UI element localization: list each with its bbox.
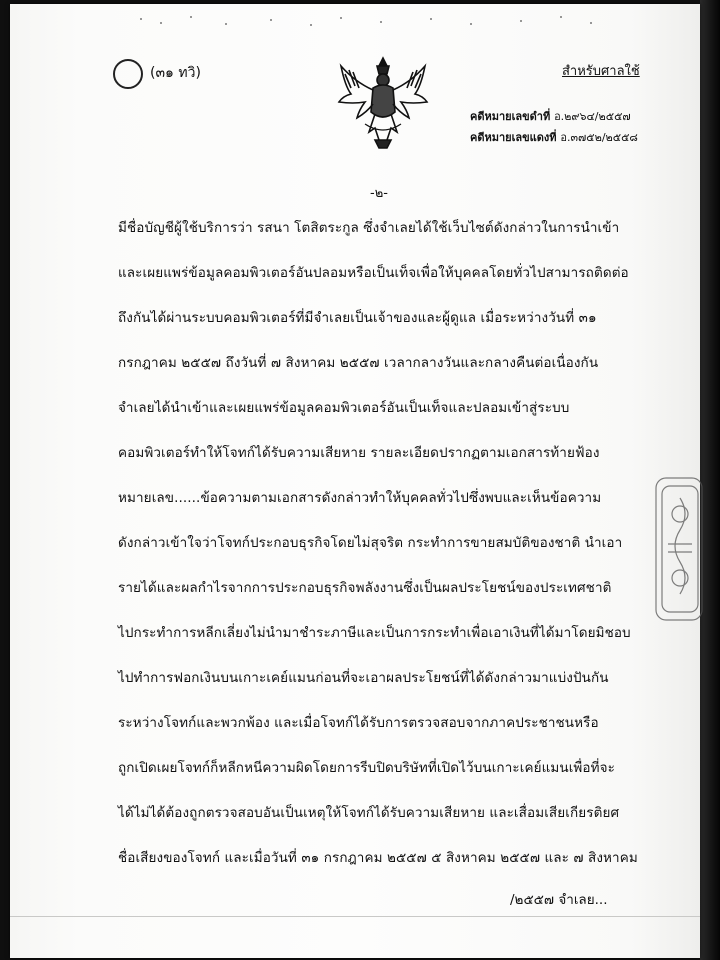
court-use-label: สำหรับศาลใช้ bbox=[562, 64, 640, 79]
punch-dot bbox=[225, 23, 227, 25]
red-case-value: อ.๓๗๕๒/๒๕๕๘ bbox=[560, 131, 638, 144]
body-line: ไปกระทำการหลีกเลี่ยงไม่นำมาชำระภาษีและเป็นการกระทำเพื่อเอาเงินที่ได้มาโดยมิชอบ bbox=[118, 625, 631, 641]
body-line: ระหว่างโจทก์และพวกพ้อง และเมื่อโจทก์ได้รับการตรวจสอบจากภาคประชาชนหรือ bbox=[118, 715, 599, 731]
circle-mark bbox=[113, 59, 143, 89]
body-line: หมายเลข......ข้อความตามเอกสารดังกล่าวทำให้บุคคลทั่วไปซึ่งพบและเห็นข้อความ bbox=[118, 490, 602, 506]
body-line: กรกฎาคม ๒๕๕๗ ถึงวันที่ ๗ สิงหาคม ๒๕๕๗ เวลากลางวันและกลางคืนต่อเนื่องกัน bbox=[118, 355, 599, 371]
punch-dot bbox=[380, 21, 382, 23]
form-code: (๓๑ ทวิ) bbox=[150, 65, 201, 81]
body-line: ดังกล่าวเข้าใจว่าโจทก์ประกอบธุรกิจโดยไม่สุจริต กระทำการขายสมบัติของชาติ นำเอา bbox=[118, 535, 623, 551]
body-line: จำเลยได้นำเข้าและเผยแพร่ข้อมูลคอมพิวเตอร์อันเป็นเท็จและปลอมเข้าสู่ระบบ bbox=[118, 400, 570, 416]
body-line: ชื่อเสียงของโจทก์ และเมื่อวันที่ ๓๑ กรกฎาคม ๒๕๕๗ ๕ สิงหาคม ๒๕๕๗ และ ๗ สิงหาคม bbox=[118, 850, 638, 866]
red-case-label: คดีหมายเลขแดงที่ bbox=[470, 131, 557, 144]
punch-dot bbox=[520, 20, 522, 22]
red-case-number bbox=[470, 128, 638, 146]
punch-dot bbox=[190, 16, 192, 18]
body-line: และเผยแพร่ข้อมูลคอมพิวเตอร์อันปลอมหรือเป็นเท็จเพื่อให้บุคคลโดยทั่วไปสามารถติดต่อ bbox=[118, 265, 629, 281]
punch-dots bbox=[130, 14, 610, 28]
footer-rule bbox=[10, 916, 700, 917]
body-line: คอมพิวเตอร์ทำให้โจทก์ได้รับความเสียหาย รายละเอียดปรากฏตามเอกสารท้ายฟ้อง bbox=[118, 445, 600, 461]
body-line: ถึงกันได้ผ่านระบบคอมพิวเตอร์ที่มีจำเลยเป็นเจ้าของและผู้ดูแล เมื่อระหว่างวันที่ ๓๑ bbox=[118, 310, 597, 326]
garuda-emblem-icon bbox=[335, 52, 431, 152]
official-seal-icon bbox=[650, 474, 704, 624]
body-line: มีชื่อบัญชีผู้ใช้บริการว่า รสนา โตสิตระกูล ซึ่งจำเลยได้ใช้เว็บไซต์ดังกล่าวในการนำเข้า bbox=[118, 220, 620, 236]
punch-dot bbox=[470, 23, 472, 25]
punch-dot bbox=[340, 17, 342, 19]
body-line: ถูกเปิดเผยโจทก์ก็หลีกหนีความผิดโดยการรีบปิดบริษัทที่เปิดไว้บนเกาะเคย์แมนเพื่อที่จะ bbox=[118, 760, 615, 776]
punch-dot bbox=[160, 22, 162, 24]
punch-dot bbox=[590, 22, 592, 24]
document-page bbox=[10, 4, 700, 958]
black-case-value: อ.๒๙๖๔/๒๕๕๗ bbox=[554, 110, 631, 123]
black-case-label: คดีหมายเลขดำที่ bbox=[470, 110, 551, 123]
black-case-number bbox=[470, 107, 631, 125]
body-line: ไปทำการฟอกเงินบนเกาะเคย์แมนก่อนที่จะเอาผลประโยชน์ที่ได้ดังกล่าวมาแบ่งปันกัน bbox=[118, 670, 609, 686]
punch-dot bbox=[430, 18, 432, 20]
punch-dot bbox=[270, 19, 272, 21]
continuation-text: /๒๕๕๗ จำเลย... bbox=[510, 892, 608, 908]
punch-dot bbox=[140, 18, 142, 20]
punch-dot bbox=[560, 16, 562, 18]
body-line: ได้ไม่ได้ต้องถูกตรวจสอบอันเป็นเหตุให้โจทก์ได้รับความเสียหาย และเสื่อมเสียเกียรติยศ bbox=[118, 805, 620, 821]
punch-dot bbox=[310, 24, 312, 26]
body-line: รายได้และผลกำไรจากการประกอบธุรกิจพลังงานซึ่งเป็นผลประโยชน์ของประเทศชาติ bbox=[118, 580, 612, 596]
page-number: -๒- bbox=[370, 186, 388, 201]
